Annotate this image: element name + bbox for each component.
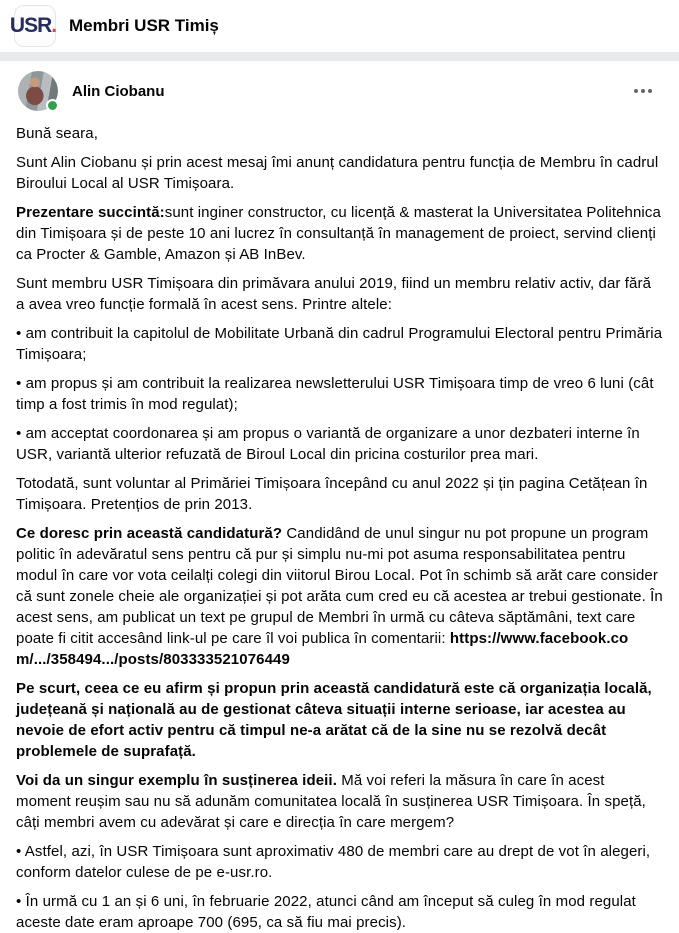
paragraph-text: Totodată, sunt voluntar al Primăriei Timișoara începând cu anul 2022 și țin pagina Cetățean în Timișoara. Pretențios de prin 2013. bbox=[16, 475, 648, 513]
paragraph-text: • În urmă cu 1 an și 6 uni, în februarie 2022, atunci când am început să culeg în mod regulat aceste date eram aproape 700 (695, ca să fiu mai precis). bbox=[16, 893, 636, 931]
paragraph-text: • am acceptat coordonarea și am propus o variantă de organizare a unor dezbateri interne în USR, variantă ulterior refuzată de Biroul Local din pricina costurilor prea mari. bbox=[16, 425, 640, 463]
post-paragraph bbox=[16, 473, 663, 515]
group-header bbox=[0, 0, 679, 52]
dot bbox=[641, 89, 645, 93]
post-link[interactable]: https://www.facebook.com/.../358494.../posts/803333521076449 bbox=[16, 630, 629, 668]
post-header bbox=[3, 61, 676, 111]
post-author-name[interactable]: Alin Ciobanu bbox=[72, 82, 165, 100]
avatar[interactable] bbox=[18, 71, 58, 111]
feed-background bbox=[0, 52, 679, 931]
post-paragraph bbox=[16, 373, 663, 415]
paragraph-bold-text: Voi da un singur exemplu în susținerea ideii. bbox=[16, 772, 337, 789]
post-body bbox=[3, 111, 676, 933]
post-paragraph bbox=[16, 678, 663, 762]
online-status-indicator bbox=[46, 99, 59, 112]
post-paragraph bbox=[16, 123, 663, 144]
dot bbox=[634, 89, 638, 93]
usr-logo-dot: . bbox=[51, 14, 57, 37]
post-paragraph bbox=[16, 841, 663, 883]
usr-logo[interactable] bbox=[9, 5, 57, 47]
paragraph-text: • am propus și am contribuit la realizarea newsletterului USR Timișoara timp de vreo 6 luni (cât timp a fost trimis în mod regulat); bbox=[16, 375, 654, 413]
post-paragraph bbox=[16, 423, 663, 465]
usr-logo-text: USR. bbox=[9, 14, 57, 37]
post-paragraph bbox=[16, 891, 663, 933]
paragraph-text: • am contribuit la capitolul de Mobilitate Urbană din cadrul Programului Electoral pentru Primăria Timișoara; bbox=[16, 325, 663, 363]
dot bbox=[648, 89, 652, 93]
paragraph-text: • Astfel, azi, în USR Timișoara sunt aproximativ 480 de membri care au drept de vot în alegeri, conform datelor culese de pe e-usr.ro. bbox=[16, 843, 651, 881]
paragraph-bold-text: Ce doresc prin această candidatură? bbox=[16, 525, 283, 542]
more-options-icon[interactable] bbox=[628, 79, 658, 103]
post-paragraph bbox=[16, 770, 663, 833]
group-title[interactable]: Membri USR Timiș bbox=[69, 16, 219, 35]
paragraph-text: Mă voi referi la măsura în care în acest moment reușim sau nu să adunăm comunitatea locală în susținerea USR Timișoara. În speță, câți membri avem cu adevărat și care e direcția în care mergem? bbox=[16, 772, 646, 831]
post-paragraph bbox=[16, 523, 663, 670]
post-paragraph bbox=[16, 273, 663, 315]
paragraph-text: Bună seara, bbox=[16, 125, 98, 142]
paragraph-text: Sunt Alin Ciobanu și prin acest mesaj îmi anunț candidatura pentru funcția de Membru în cadrul Biroului Local al USR Timișoara. bbox=[16, 154, 659, 192]
post-paragraph bbox=[16, 323, 663, 365]
paragraph-text: Sunt membru USR Timișoara din primăvara anului 2019, fiind un membru relativ activ, dar fără a avea vreo funcție formală în acest sens. Printre altele: bbox=[16, 275, 652, 313]
paragraph-text: sunt inginer constructor, cu licență & masterat la Universitatea Politehnica din Timișoara și de peste 10 ani lucrez în consultanță în management de proiect, servind clienți ca Procter & Gamble, Amazon și AB InBev. bbox=[16, 204, 661, 263]
paragraph-bold-text: Prezentare succintă: bbox=[16, 204, 165, 221]
post-card bbox=[3, 61, 676, 931]
post-paragraph bbox=[16, 152, 663, 194]
post-paragraph bbox=[16, 202, 663, 265]
paragraph-bold-text: Pe scurt, ceea ce eu afirm și propun prin această candidatură este că organizația locală, județeană și națională au de gestionat câteva situații interne serioase, iar acestea au nevoie de efort activ pentru că timpul ne-a arătat că de la sine nu se rezolvă decât problemele de suprafață. bbox=[16, 680, 652, 760]
paragraph-text: Candidând de unul singur nu pot propune un program politic în adevăratul sens pentru că pur și simplu nu-mi pot asuma responsabilitatea pentru modul în care vor vota ceilalți colegi din viitorul Birou Local. Pot în schimb să arăt care consider că sunt zonele cheie ale organizației și pot arăta cum cred eu că acestea ar trebui gestionate. În acest sens, am publicat un text pe grupul de Membri în urmă cu câteva săptămâni, text care poate fi citit accesând link-ul pe care îl voi publica în comentarii: bbox=[16, 525, 663, 647]
